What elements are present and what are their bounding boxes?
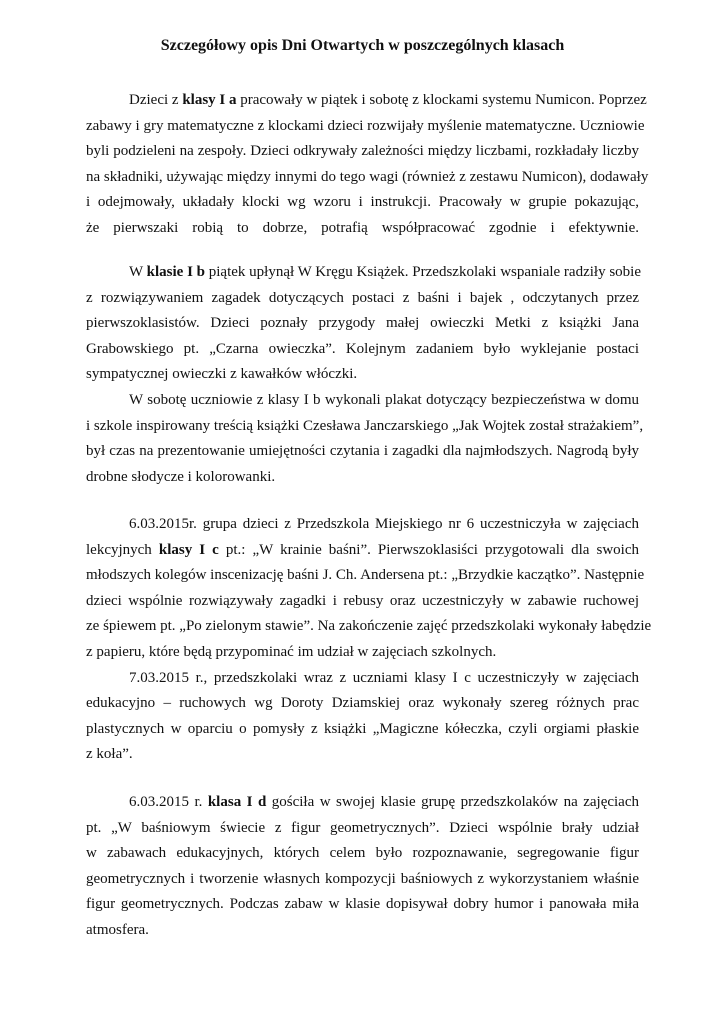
text-line: na składniki, używając między innymi do tego wagi (również z zestawu Numicon), dodawały (86, 168, 649, 185)
text-line: zabawy i gry matematyczne z klockami dzieci rozwijały myślenie matematyczne. Uczniowie (86, 117, 645, 134)
text-run: gościła w swojej klasie grupę przedszkolaków na zajęciach (266, 794, 639, 810)
text-line: sympatycznej owieczki z kawałków włóczki. (86, 366, 358, 383)
text-line: figur geometrycznych. Podczas zabaw w klasie dopisywał dobry humor i panowała miła (86, 896, 639, 913)
text-run: 6.03.2015 r. (129, 794, 208, 810)
class-name-bold: klasa I d (207, 794, 267, 810)
paragraph (86, 666, 639, 768)
text-line (86, 538, 639, 564)
text-run: pracowały w piątek i sobotę z klockami systemu Numicon. Poprzez (236, 92, 647, 108)
text-line: że pierwszaki robią to dobrze, potrafią współpracować zgodnie i efektywnie. (86, 219, 639, 236)
text-line: drobne słodycze i kolorowanki. (86, 468, 276, 485)
class-name-bold: klasy I a (182, 92, 237, 108)
text-line: i szkole inspirowany treścią książki Czesława Janczarskiego „Jak Wojtek został strażakiem”, (86, 417, 644, 434)
paragraph (86, 88, 649, 242)
text-line: w zabawach edukacyjnych, których celem było rozpoznawanie, segregowanie figur (86, 845, 639, 862)
paragraph (86, 790, 639, 944)
text-run: piątek upłynął W Kręgu Książek. Przedszkolaki wspaniale radziły sobie (205, 264, 641, 280)
text-line: był czas na prezentowanie umiejętności czytania i zagadki dla najmłodszych. Nagrodą były (86, 443, 639, 460)
class-name-bold: klasy I c (158, 541, 219, 558)
text-line: atmosfera. (86, 921, 149, 938)
text-line: i odejmowały, układały klocki wg wzoru i instrukcji. Pracowały w grupie pokazując, (86, 194, 639, 211)
class-name-bold: klasie I b (146, 264, 205, 280)
section-class-1d (86, 790, 639, 944)
text-line (86, 790, 639, 816)
text-run: Dzieci z (129, 92, 183, 108)
text-line: Grabowskiego pt. „Czarna owieczka”. Kolejnym zadaniem było wyklejanie postaci (86, 340, 639, 357)
paragraph (86, 512, 652, 666)
text-line: dzieci wspólnie rozwiązywały zagadki i rebusy oraz uczestniczyły w zabawie ruchowej (86, 592, 639, 609)
text-line: ze śpiewem pt. „Po zielonym stawie”. Na zakończenie zajęć przedszkolaki wykonały łabędzie (86, 618, 652, 635)
text-line: plastycznych w oparciu o pomysły z książki „Magiczne kółeczka, czyli orgiami płaskie (86, 720, 639, 737)
text-run: lekcyjnych (86, 541, 159, 558)
text-line: edukacyjno – ruchowych wg Doroty Dziamskiej oraz wykonały szereg różnych prac (86, 695, 639, 712)
paragraph (86, 260, 639, 388)
text-line: młodszych kolegów inscenizację baśni J. Ch. Andersena pt.: „Brzydkie kaczątko”. Następnie (86, 567, 645, 584)
text-line (86, 260, 639, 286)
text-line: byli podzieleni na zespoły. Dzieci odkrywały zależności między liczbami, rozkładały liczby (86, 143, 639, 160)
text-line: geometrycznych i tworzenie własnych kompozycji baśniowych z wykorzystaniem właśnie (86, 870, 639, 887)
text-line: 7.03.2015 r., przedszkolaki wraz z uczniami klasy I c uczestniczyły w zajęciach (129, 669, 639, 686)
text-line (86, 88, 647, 114)
text-line: z rozwiązywaniem zagadek dotyczących postaci z baśni i bajek , odczytanych przez (86, 289, 639, 306)
text-run: pt.: „W krainie baśni”. Pierwszoklasiści przygotowali dla swoich (218, 541, 640, 558)
text-line: pierwszoklasistów. Dzieci poznały przygody małej owieczki Metki z książki Jana (86, 315, 639, 332)
section-class-1b (86, 260, 644, 490)
text-line: 6.03.2015r. grupa dzieci z Przedszkola Miejskiego nr 6 uczestniczyła w zajęciach (129, 516, 639, 532)
text-line: W sobotę uczniowie z klasy I b wykonali plakat dotyczący bezpieczeństwa w domu (129, 391, 639, 408)
text-line: z koła”. (86, 746, 133, 763)
section-class-1c (86, 512, 652, 768)
document-title: Szczegółowy opis Dni Otwartych w poszczególnych klasach (160, 37, 565, 54)
text-line: z papieru, które będą przypominać im udział w zajęciach szkolnych. (86, 643, 497, 660)
text-line: pt. „W baśniowym świecie z figur geometrycznych”. Dzieci wspólnie brały udział (86, 819, 639, 836)
paragraph (86, 388, 644, 490)
text-run: W (129, 264, 147, 280)
section-class-1a (86, 88, 649, 242)
